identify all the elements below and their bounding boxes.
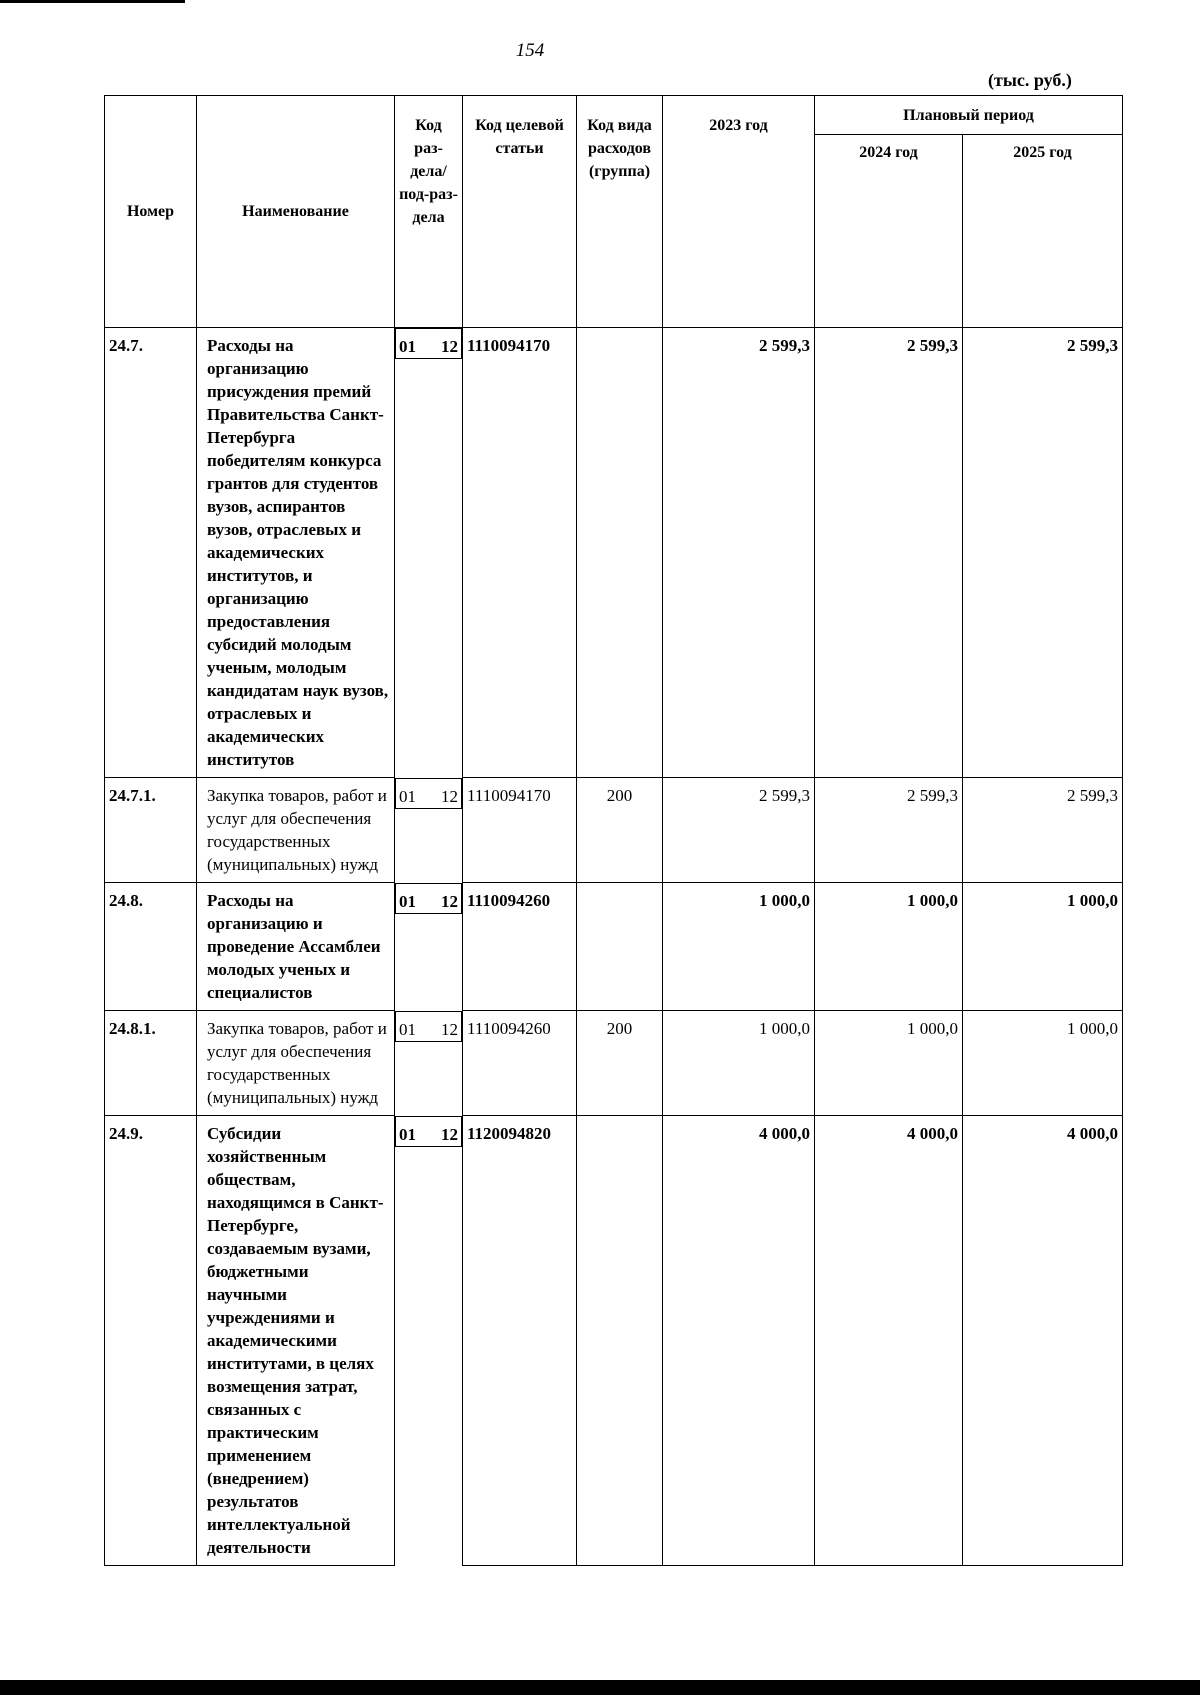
subsection-code: 12 [441, 891, 458, 911]
row-expense-type: 200 [577, 1011, 663, 1116]
row-target: 1110094260 [463, 883, 577, 1011]
header-number: Номер [105, 96, 197, 328]
page-number: 154 [515, 40, 545, 61]
row-section [395, 778, 462, 809]
section-code: 01 [399, 786, 416, 806]
row-number: 24.7. [105, 328, 197, 778]
table-row [105, 778, 1123, 883]
row-name: Закупка товаров, работ и услуг для обеспечения государственных (муниципальных) нужд [197, 1011, 395, 1116]
table-row [105, 1116, 1123, 1566]
header-planned-period: Плановый период [815, 96, 1123, 135]
row-number: 24.8.1. [105, 1011, 197, 1116]
top-rule [0, 0, 185, 3]
subsection-code: 12 [441, 1019, 458, 1039]
row-name: Расходы на организацию и проведение Ассамблеи молодых ученых и специалистов [197, 883, 395, 1011]
row-section [395, 328, 462, 359]
row-2023: 2 599,3 [663, 778, 815, 883]
header-target: Код целевой статьи [463, 96, 577, 328]
header-2024: 2024 год [815, 135, 963, 328]
section-code: 01 [399, 337, 416, 356]
header-expense-type: Код вида расходов (группа) [577, 96, 663, 328]
subsection-code: 12 [441, 337, 458, 356]
subsection-code: 12 [441, 786, 458, 806]
row-name: Субсидии хозяйственным обществам, находящимся в Санкт-Петербурге, создаваемым вузами, бюджетными научными учреждениями и академическими институтами, в целях возмещения затрат, связанных с практическим применением (внедрением) результатов интеллектуальной деятельности [197, 1116, 395, 1566]
table-row [105, 1011, 1123, 1116]
row-number: 24.9. [105, 1116, 197, 1566]
row-target: 1110094170 [463, 778, 577, 883]
header-section: Код раз-дела/ под-раз-дела [395, 96, 463, 328]
row-2025: 2 599,3 [963, 328, 1123, 778]
row-2024: 1 000,0 [815, 1011, 963, 1116]
row-2023: 1 000,0 [663, 1011, 815, 1116]
row-2024: 2 599,3 [815, 328, 963, 778]
section-code: 01 [399, 1019, 416, 1039]
row-expense-type [577, 328, 663, 778]
row-section [395, 1116, 462, 1147]
row-2024: 2 599,3 [815, 778, 963, 883]
section-code: 01 [399, 891, 416, 911]
row-2024: 4 000,0 [815, 1116, 963, 1566]
row-section [395, 1011, 462, 1042]
header-row [105, 96, 1123, 135]
table-row [105, 328, 1123, 778]
row-number: 24.7.1. [105, 778, 197, 883]
row-2025: 2 599,3 [963, 778, 1123, 883]
row-name: Расходы на организацию присуждения премий Правительства Санкт-Петербурга победителям конкурса грантов для студентов вузов, аспирантов вузов, отраслевых и академических институтов, и организацию предоставления субсидий молодым ученым, молодым кандидатам наук вузов, отраслевых и академических институтов [197, 328, 395, 778]
row-2023: 4 000,0 [663, 1116, 815, 1566]
row-2025: 1 000,0 [963, 1011, 1123, 1116]
table-row [105, 883, 1123, 1011]
row-expense-type [577, 883, 663, 1011]
row-target: 1120094820 [463, 1116, 577, 1566]
row-2025: 1 000,0 [963, 883, 1123, 1011]
row-name: Закупка товаров, работ и услуг для обеспечения государственных (муниципальных) нужд [197, 778, 395, 883]
row-2025: 4 000,0 [963, 1116, 1123, 1566]
subsection-code: 12 [441, 1124, 458, 1144]
units-label: (тыс. руб.) [988, 70, 1072, 90]
row-target: 1110094170 [463, 328, 577, 778]
header-2023: 2023 год [663, 96, 815, 328]
budget-table [104, 95, 1123, 1566]
row-2023: 2 599,3 [663, 328, 815, 778]
row-target: 1110094260 [463, 1011, 577, 1116]
section-code: 01 [399, 1124, 416, 1144]
row-2024: 1 000,0 [815, 883, 963, 1011]
header-2025: 2025 год [963, 135, 1123, 328]
row-number: 24.8. [105, 883, 197, 1011]
row-section [395, 883, 462, 914]
row-expense-type: 200 [577, 778, 663, 883]
header-name: Наименование [197, 96, 395, 328]
row-2023: 1 000,0 [663, 883, 815, 1011]
row-expense-type [577, 1116, 663, 1566]
